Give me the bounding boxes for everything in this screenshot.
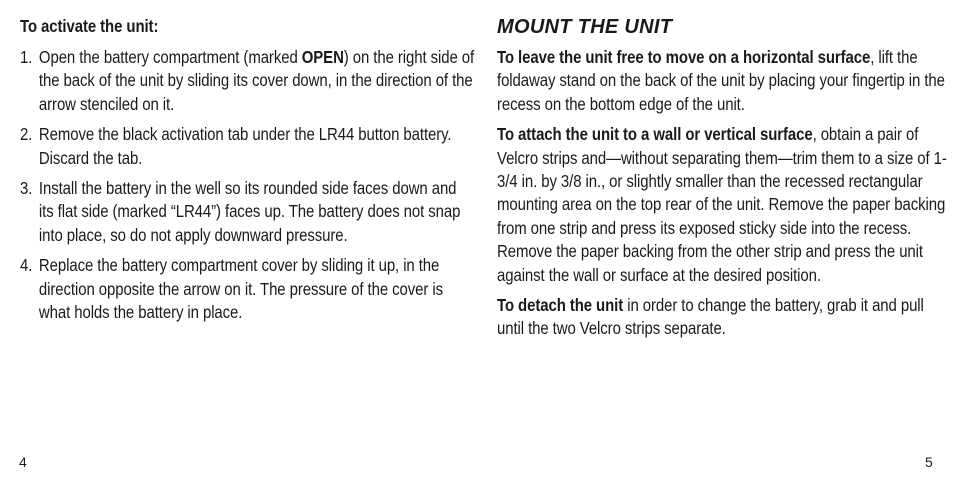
- step-text: Remove the black activation tab under the LR44 button battery. Discard the tab.: [38, 124, 452, 168]
- step-text: Open the battery compartment (marked: [38, 47, 302, 67]
- paragraph-text: , lift the foldaway stand on the back of the unit by placing your fingertip in the recess on the bottom edge of the unit.: [497, 47, 945, 114]
- activate-heading: To activate the unit:: [20, 16, 159, 36]
- paragraph-lead: To attach the unit to a wall or vertical surface: [497, 124, 813, 145]
- step-text: Replace the battery compartment cover by sliding it up, in the direction opposite the arrow on it. The pressure of the cover is what holds the battery in place.: [38, 255, 443, 323]
- step-4: [20, 254, 474, 324]
- step-text: ) on the right side of the back of the unit by sliding its cover down, in the direction of the arrow stenciled on it.: [38, 47, 475, 114]
- step-number: 2.: [20, 124, 33, 145]
- step-2: [20, 123, 474, 170]
- step-number: 4.: [20, 255, 33, 276]
- paragraph-text: , obtain a pair of Velcro strips and—without separating them—trim them to a size of 1-3/4 in. by 3/8 in., or slightly smaller than the recessed rectangular mounting area on the top rear of the unit. Remove the paper backing from one strip and press its exposed sticky side into the recess. Remove the paper backing from the other strip and press the unit against the wall or surface at the desired position.: [497, 124, 947, 285]
- step-number: 1.: [20, 47, 33, 67]
- paragraph-wall: [497, 123, 951, 287]
- right-page: [497, 0, 951, 477]
- mount-instructions: [497, 46, 951, 348]
- page-number-left: 4: [19, 454, 27, 470]
- paragraph-detach: [497, 294, 951, 341]
- step-1: [20, 46, 474, 116]
- page-number-right: 5: [925, 454, 933, 470]
- paragraph-lead: To detach the unit: [497, 295, 624, 316]
- left-page: [20, 0, 474, 477]
- activation-steps: [20, 46, 474, 331]
- step-number: 3.: [20, 178, 33, 199]
- open-marking: OPEN: [301, 47, 344, 67]
- paragraph-text: in order to change the battery, grab it and pull until the two Velcro strips separate.: [497, 295, 924, 339]
- mount-heading: MOUNT THE UNIT: [497, 16, 673, 38]
- paragraph-lead: To leave the unit free to move on a horizontal surface: [497, 47, 871, 67]
- step-3: [20, 177, 474, 247]
- step-text: Install the battery in the well so its rounded side faces down and its flat side (marked “LR44”) faces up. The battery does not snap into place, so do not apply downward pressure.: [38, 178, 461, 245]
- paragraph-horizontal: [497, 46, 951, 116]
